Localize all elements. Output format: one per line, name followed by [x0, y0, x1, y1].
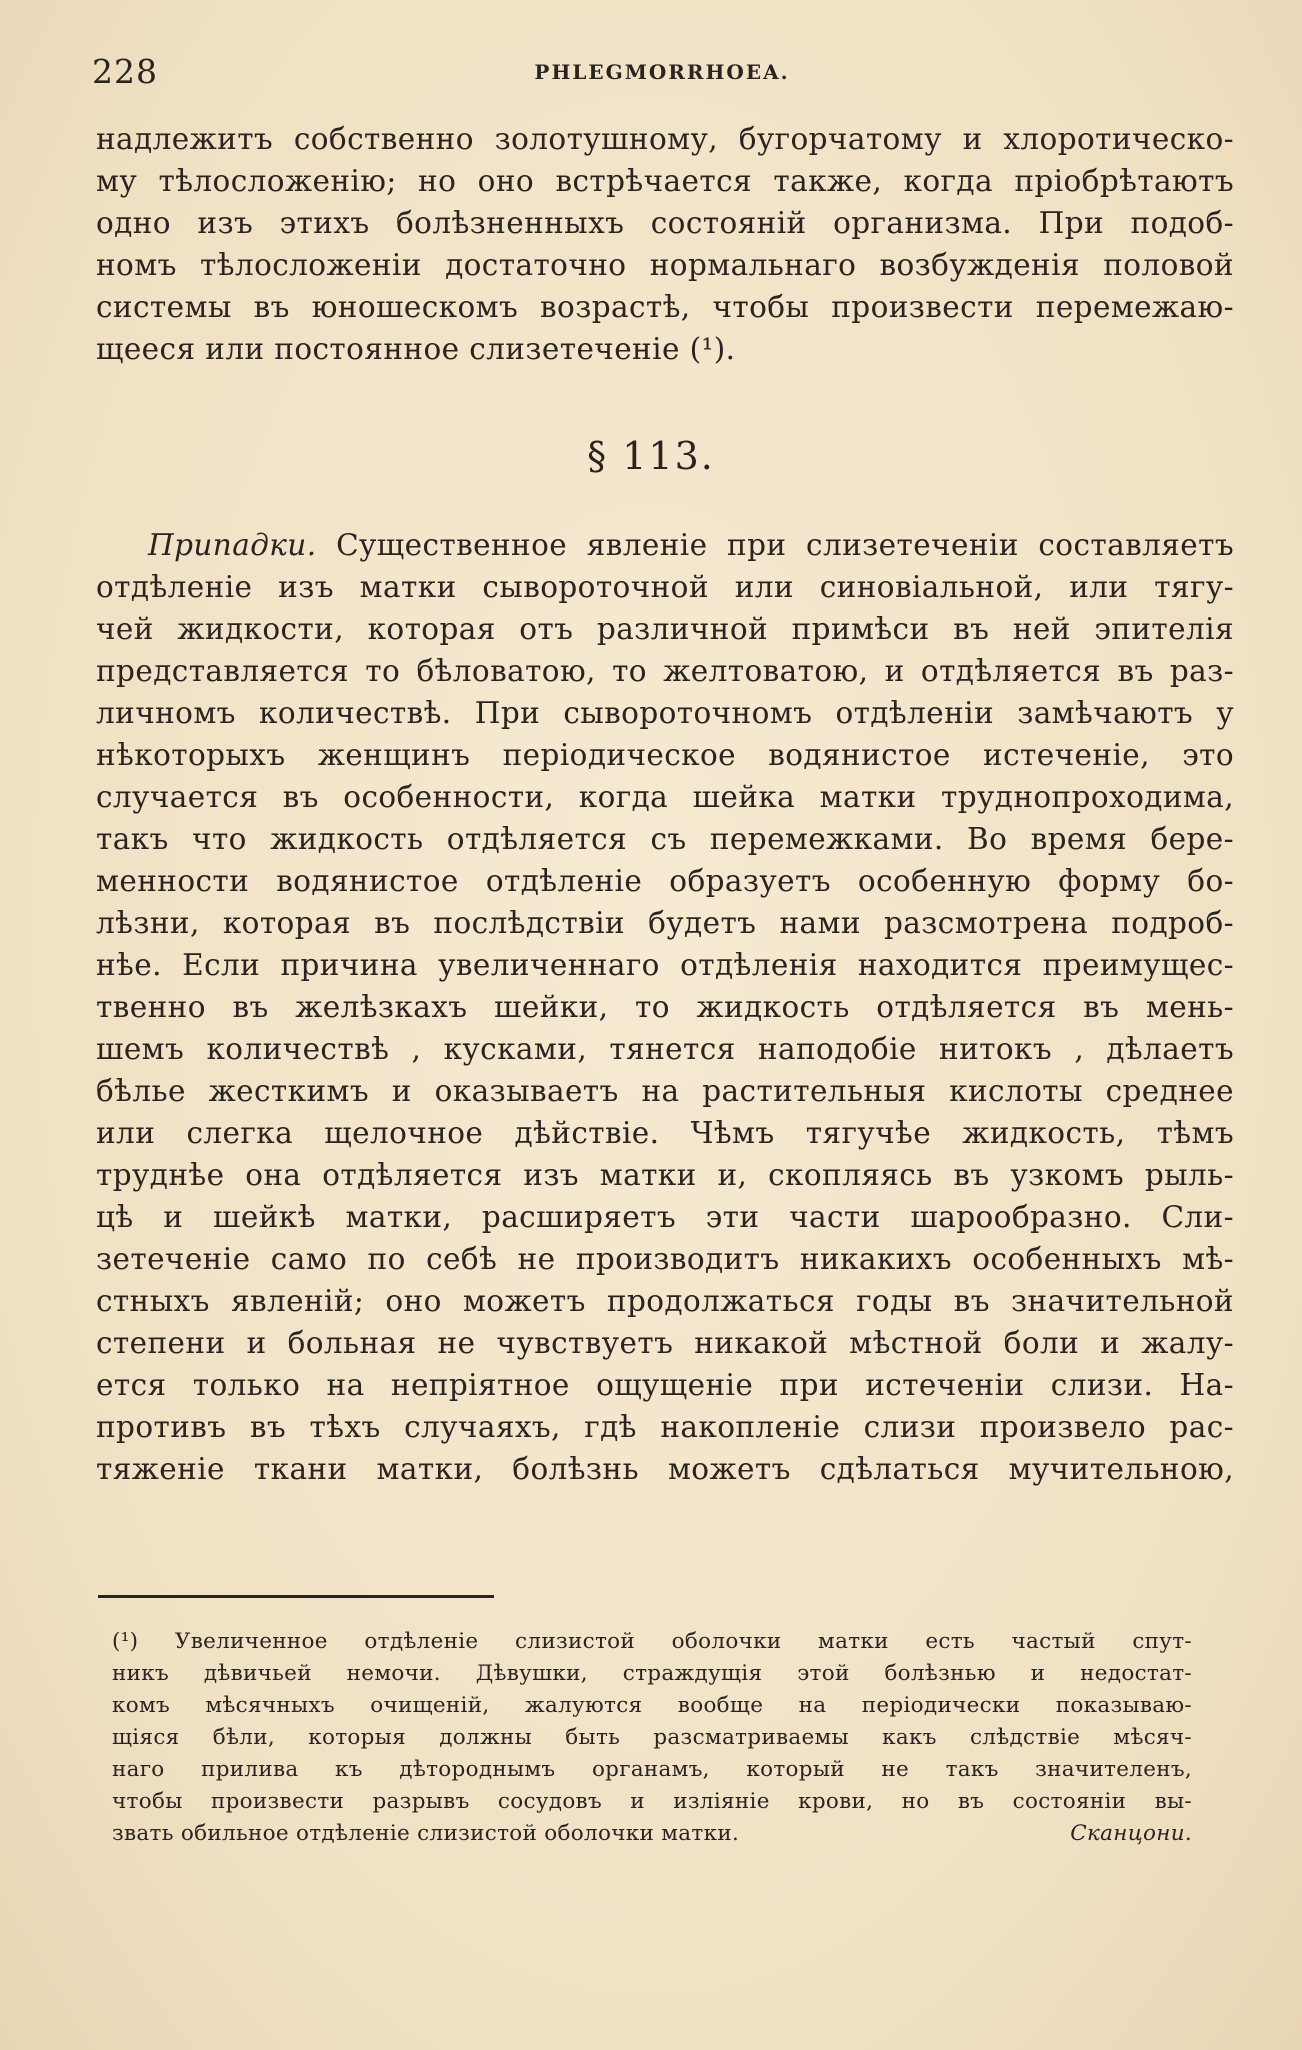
text-line: твенно въ желѣзкахъ шейки, то жидкость отдѣляется въ мень-	[96, 990, 1234, 1024]
section-heading: § 113.	[587, 434, 715, 478]
first-line-text: Существенное явленіе при слизетеченіи составляетъ	[316, 528, 1234, 562]
paragraph-lead: Припадки.	[148, 528, 317, 562]
footnote-line: никъ дѣвичьей немочи. Дѣвушки, страждущія этой болѣзнью и недостат-	[112, 1661, 1192, 1686]
text-line: труднѣе она отдѣляется изъ матки и, скопляясь въ узкомъ рыль-	[96, 1158, 1234, 1192]
text-line: случается въ особенности, когда шейка матки труднопроходима,	[96, 780, 1234, 814]
text-line: системы въ юношескомъ возрастѣ, чтобы произвести перемежаю-	[96, 290, 1234, 324]
text-line: личномъ количествѣ. При сывороточномъ отдѣленіи замѣчаютъ у	[96, 696, 1234, 730]
paragraph-2	[96, 524, 1234, 1490]
text-line: ется только на непріятное ощущеніе при истеченіи слизи. На-	[96, 1368, 1234, 1402]
text-line: противъ въ тѣхъ случаяхъ, гдѣ накопленіе слизи произвело рас-	[96, 1410, 1234, 1444]
text-line: чей жидкости, которая отъ различной примѣси въ ней эпителія	[96, 612, 1234, 646]
text-line: отдѣленіе изъ матки сывороточной или синовіальной, или тягу-	[96, 570, 1234, 604]
text-line: такъ что жидкость отдѣляется съ перемежками. Во время бере-	[96, 822, 1234, 856]
footnote-line: щіяся бѣли, которыя должны быть разсматриваемы какъ слѣдствіе мѣсяч-	[112, 1725, 1192, 1750]
footnote-line: комъ мѣсячныхъ очищеній, жалуются вообще на періодически показываю-	[112, 1693, 1192, 1718]
footnote-line: чтобы произвести разрывъ сосудовъ и изліяніе крови, но въ состояніи вы-	[112, 1789, 1192, 1814]
text-line: бѣлье жесткимъ и оказываетъ на растительныя кислоты среднее	[96, 1074, 1234, 1108]
text-line: надлежитъ собственно золотушному, бугорчатому и хлоротическо-	[96, 122, 1234, 156]
text-line: цѣ и шейкѣ матки, расширяетъ эти части шарообразно. Сли-	[96, 1200, 1234, 1234]
text-line: нѣе. Если причина увеличеннаго отдѣленія находится преимущес-	[96, 948, 1234, 982]
text-line: лѣзни, которая въ послѣдствіи будетъ нами разсмотрена подроб-	[96, 906, 1234, 940]
running-title: PHLEGMORRHOEA.	[534, 60, 790, 84]
footnote	[112, 1626, 1192, 1850]
paragraph-1	[96, 118, 1234, 370]
text-line: стныхъ явленій; оно можетъ продолжаться годы въ значительной	[96, 1284, 1234, 1318]
footnote-line: (¹) Увеличенное отдѣленіе слизистой оболочки матки есть частый спут-	[112, 1629, 1192, 1654]
text-line	[96, 524, 1234, 566]
text-line: номъ тѣлосложеніи достаточно нормальнаго возбужденія половой	[96, 248, 1234, 282]
text-line: тяженіе ткани матки, болѣзнь можетъ сдѣлаться мучительною,	[96, 1452, 1234, 1486]
text-line: или слегка щелочное дѣйствіе. Чѣмъ тягучѣе жидкость, тѣмъ	[96, 1116, 1234, 1150]
text-line: менности водянистое отдѣленіе образуетъ особенную форму бо-	[96, 864, 1234, 898]
page-header	[92, 52, 1232, 102]
text-line: зетеченіе само по себѣ не производитъ никакихъ особенныхъ мѣ-	[96, 1242, 1234, 1276]
page-number: 228	[92, 52, 158, 91]
footnote-signature: Сканцони.	[1070, 1821, 1192, 1846]
text-line: степени и больная не чувствуетъ никакой мѣстной боли и жалу-	[96, 1326, 1234, 1360]
text-line: шемъ количествѣ , кусками, тянется наподобіе нитокъ , дѣлаетъ	[96, 1032, 1234, 1066]
footnote-line	[112, 1818, 1192, 1850]
text-line: представляется то бѣловатою, то желтоватою, и отдѣляется въ раз-	[96, 654, 1234, 688]
text-line: му тѣлосложенію; но оно встрѣчается также, когда пріобрѣтаютъ	[96, 164, 1234, 198]
text-line: одно изъ этихъ болѣзненныхъ состояній организма. При подоб-	[96, 206, 1234, 240]
footnote-line: наго прилива къ дѣтороднымъ органамъ, который не такъ значителенъ,	[112, 1757, 1192, 1782]
text-line: нѣкоторыхъ женщинъ періодическое водянистое истеченіе, это	[96, 738, 1234, 772]
footnote-divider	[98, 1595, 494, 1598]
text-line: щееся или постоянное слизетеченіе (¹).	[96, 332, 736, 366]
footnote-last-text: звать обильное отдѣленіе слизистой оболочки матки.	[112, 1821, 740, 1846]
